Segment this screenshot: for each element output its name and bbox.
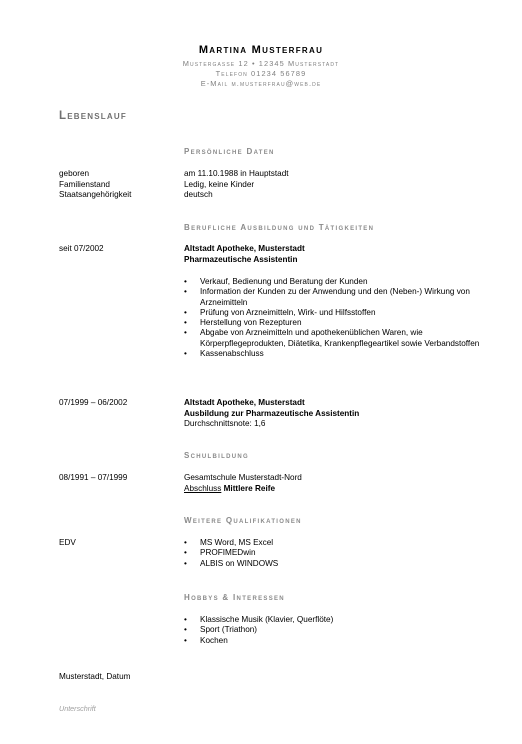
degree-value: Mittlere Reife [223,483,276,493]
list-item: • Verkauf, Bedienung und Beratung der Kunden [200,277,490,287]
school-period: 08/1991 – 07/1999 [59,473,128,482]
section-heading-personal: Persönliche Daten [184,147,275,156]
applicant-name: Martina Musterfrau [198,44,324,56]
label-marital-status: Familienstand [59,179,110,189]
hobby-list [184,615,490,646]
degree-label: Abschluss [184,483,222,493]
career-role-2: Ausbildung zur Pharmazeutische Assistentin [184,408,360,418]
list-item: • Abgabe von Arzneimitteln und apothekenüblichen Waren, wie Körperpflegeprodukten, Diätetika, Krankenpflegeartikel sowie Verbandstoffen [200,328,490,349]
section-heading-qualifications: Weitere Qualifikationen [184,516,302,525]
list-item: • Prüfung von Arzneimitteln, Wirk- und Hilfsstoffen [200,308,490,318]
career-period-1: seit 07/2002 [59,244,104,253]
career-period-2: 07/1999 – 06/2002 [59,398,128,407]
address-line: Mustergasse 12 • 12345 Musterstadt [182,59,340,68]
list-item: • Herstellung von Rezepturen [200,318,490,328]
label-born: geboren [59,169,90,178]
place-date: Musterstadt, Datum [59,672,131,681]
signature-label: Unterschrift [59,704,96,713]
career-task-list [184,277,490,359]
list-item: • Information der Kunden zu der Anwendung und den (Neben-) Wirkung von Arzneimitteln [200,287,490,308]
phone-line: Telefon 01234 56789 [215,69,307,78]
section-heading-hobbies: Hobbys & Interessen [184,593,285,602]
career-grade: Durchschnittsnote: 1,6 [184,419,266,428]
list-item: • Sport (Triathon) [200,625,490,635]
career-role-1: Pharmazeutische Assistentin [184,254,298,264]
qualification-label-edv: EDV [59,538,76,547]
career-employer-2: Altstadt Apotheke, Musterstadt [184,398,305,407]
document-title: Lebenslauf [59,110,127,122]
list-item: • Kochen [200,636,490,646]
value-born: am 11.10.1988 in Hauptstadt [184,169,289,178]
value-nationality: deutsch [184,190,213,199]
career-employer-1: Altstadt Apotheke, Musterstadt [184,244,305,253]
list-item: • PROFIMEDwin [200,548,490,558]
school-degree [184,484,275,494]
list-item: • ALBIS on WINDOWS [200,559,490,569]
qualification-list [184,538,490,569]
list-item: • Klassische Musik (Klavier, Querflöte) [200,615,490,625]
section-heading-career: Berufliche Ausbildung und Tätigkeiten [184,223,375,232]
email-line: E-Mail m.musterfrau@web.de [200,79,322,88]
list-item: • Kassenabschluss [200,349,490,359]
school-name: Gesamtschule Musterstadt-Nord [184,473,302,482]
label-nationality: Staatsangehörigkeit [59,190,132,199]
section-heading-school: Schulbildung [184,451,249,460]
value-marital-status: Ledig, keine Kinder [184,179,255,189]
list-item: • MS Word, MS Excel [200,538,490,548]
